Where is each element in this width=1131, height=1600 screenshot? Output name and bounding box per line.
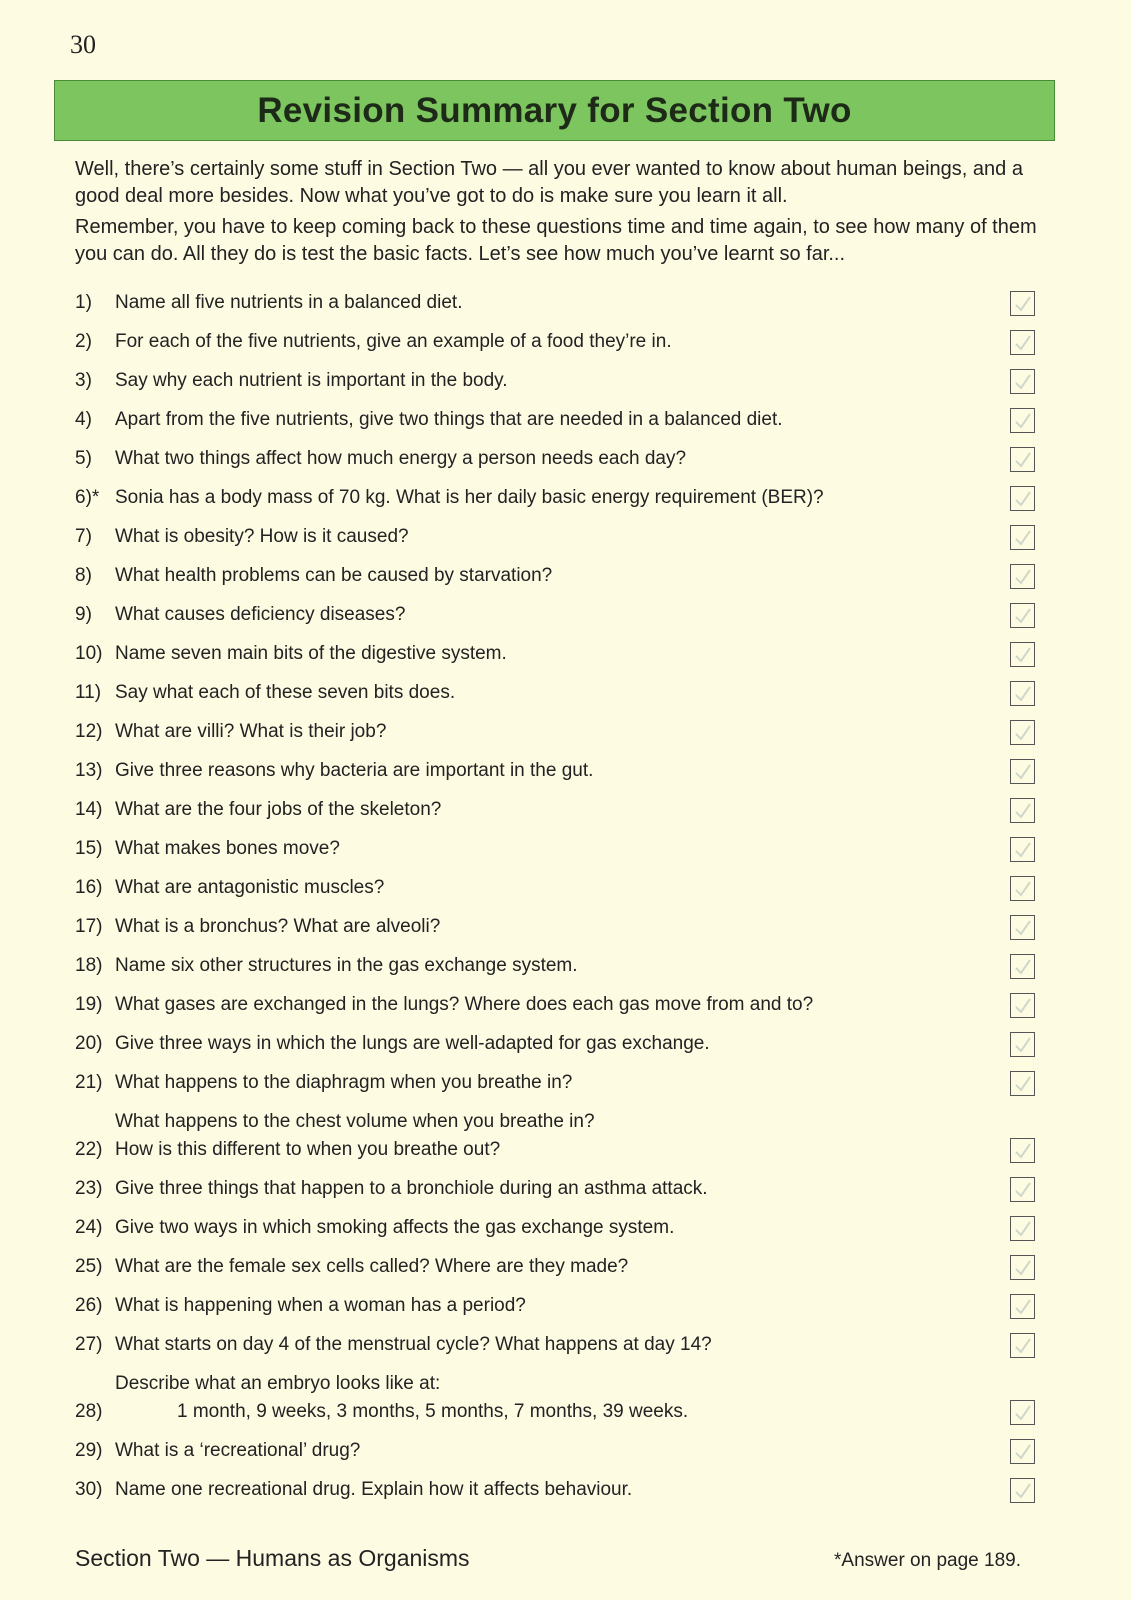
question-line: Describe what an embryo looks like at: (115, 1373, 441, 1394)
question-item (75, 445, 1035, 473)
question-number: 17) (75, 916, 103, 937)
question-number: 18) (75, 955, 103, 976)
question-number: 9) (75, 604, 92, 625)
intro-paragraph: Well, there’s certainly some stuff in Section Two — all you ever wanted to know about human beings, and a good deal more besides. Now what you’ve got to do is make sure you learn it all. (75, 158, 1023, 207)
question-checkbox[interactable] (1010, 1071, 1035, 1096)
check-icon (1013, 1219, 1033, 1239)
question-line: What happens to the chest volume when you breathe in? (115, 1111, 595, 1132)
question-number: 1) (75, 292, 92, 313)
question-line: What are the female sex cells called? Where are they made? (115, 1256, 629, 1277)
question-line: Give three reasons why bacteria are important in the gut. (115, 760, 594, 781)
question-line: What causes deficiency diseases? (115, 604, 406, 625)
question-number: 8) (75, 565, 92, 586)
question-line: For each of the five nutrients, give an example of a food they’re in. (115, 331, 672, 352)
question-line: Name six other structures in the gas exchange system. (115, 955, 578, 976)
question-item (75, 1030, 1035, 1058)
question-line: Name all five nutrients in a balanced diet. (115, 292, 463, 313)
question-item (75, 1370, 1035, 1426)
check-icon (1013, 996, 1033, 1016)
intro-text (75, 156, 1045, 272)
question-text (115, 523, 1035, 551)
question-checkbox[interactable] (1010, 330, 1035, 355)
question-checkbox[interactable] (1010, 642, 1035, 667)
question-checkbox[interactable] (1010, 954, 1035, 979)
question-line: What two things affect how much energy a person needs each day? (115, 448, 687, 469)
question-text (115, 445, 1035, 473)
question-text (115, 601, 1035, 629)
question-checkbox[interactable] (1010, 759, 1035, 784)
question-number: 5) (75, 448, 92, 469)
question-line: Name seven main bits of the digestive system. (115, 643, 507, 664)
question-line: What are villi? What is their job? (115, 721, 387, 742)
check-icon (1013, 918, 1033, 938)
check-icon (1013, 684, 1033, 704)
question-checkbox[interactable] (1010, 1032, 1035, 1057)
question-item (75, 1214, 1035, 1242)
question-text (115, 289, 1035, 317)
question-text (115, 1108, 1035, 1164)
question-text (115, 1370, 1035, 1426)
question-number: 12) (75, 721, 103, 742)
question-line: What makes bones move? (115, 838, 340, 859)
question-line: What happens to the diaphragm when you breathe in? (115, 1072, 573, 1093)
question-line: What is obesity? How is it caused? (115, 526, 409, 547)
check-icon (1013, 1258, 1033, 1278)
question-item (75, 1437, 1035, 1465)
question-line: Give three things that happen to a bronchiole during an asthma attack. (115, 1178, 708, 1199)
question-text (115, 640, 1035, 668)
question-number: 10) (75, 643, 103, 664)
question-number: 15) (75, 838, 103, 859)
question-line: What are antagonistic muscles? (115, 877, 385, 898)
question-item (75, 874, 1035, 902)
section-footer: Section Two — Humans as Organisms (75, 1545, 470, 1571)
question-item (75, 952, 1035, 980)
question-number: 29) (75, 1440, 103, 1461)
question-item (75, 1175, 1035, 1203)
question-checkbox[interactable] (1010, 681, 1035, 706)
question-checkbox[interactable] (1010, 486, 1035, 511)
question-text (115, 952, 1035, 980)
question-number: 19) (75, 994, 103, 1015)
check-icon (1013, 333, 1033, 353)
intro-paragraph: Remember, you have to keep coming back to these questions time and time again, to see how many of them you can do. All they do is test the basic facts. Let’s see how much you’ve learnt so far... (75, 216, 1037, 265)
check-icon (1013, 1074, 1033, 1094)
question-number: 21) (75, 1072, 103, 1093)
question-number: 30) (75, 1479, 103, 1500)
question-checkbox[interactable] (1010, 798, 1035, 823)
question-checkbox[interactable] (1010, 1439, 1035, 1464)
question-line: What gases are exchanged in the lungs? Where does each gas move from and to? (115, 994, 814, 1015)
check-icon (1013, 1403, 1033, 1423)
question-checkbox[interactable] (1010, 720, 1035, 745)
question-text (115, 1476, 1035, 1504)
question-number: 13) (75, 760, 103, 781)
question-text (115, 562, 1035, 590)
question-checkbox[interactable] (1010, 1138, 1035, 1163)
question-item (75, 601, 1035, 629)
check-icon (1013, 957, 1033, 977)
question-item (75, 1108, 1035, 1164)
question-text (115, 1437, 1035, 1465)
question-text (115, 328, 1035, 356)
answer-note: *Answer on page 189. (834, 1550, 1021, 1571)
question-text (115, 796, 1035, 824)
page-number: 30 (70, 30, 96, 59)
question-checkbox[interactable] (1010, 291, 1035, 316)
question-number: 3) (75, 370, 92, 391)
question-checkbox[interactable] (1010, 1255, 1035, 1280)
question-line: Give three ways in which the lungs are well-adapted for gas exchange. (115, 1033, 710, 1054)
question-checkbox[interactable] (1010, 1400, 1035, 1425)
question-checkbox[interactable] (1010, 1294, 1035, 1319)
check-icon (1013, 372, 1033, 392)
question-text (115, 874, 1035, 902)
question-text (115, 679, 1035, 707)
check-icon (1013, 879, 1033, 899)
question-line: What health problems can be caused by starvation? (115, 565, 553, 586)
question-item (75, 718, 1035, 746)
question-item (75, 1069, 1035, 1097)
question-text (115, 835, 1035, 863)
question-line: Say why each nutrient is important in the body. (115, 370, 508, 391)
question-line: What is a bronchus? What are alveoli? (115, 916, 441, 937)
question-item (75, 991, 1035, 1019)
question-checkbox[interactable] (1010, 993, 1035, 1018)
check-icon (1013, 723, 1033, 743)
question-line: Say what each of these seven bits does. (115, 682, 456, 703)
question-checkbox[interactable] (1010, 369, 1035, 394)
question-number: 28) (75, 1401, 103, 1422)
question-number: 26) (75, 1295, 103, 1316)
page-title: Revision Summary for Section Two (257, 90, 852, 130)
question-item (75, 913, 1035, 941)
question-text (115, 913, 1035, 941)
question-number: 4) (75, 409, 92, 430)
check-icon (1013, 411, 1033, 431)
question-text (115, 1292, 1035, 1320)
check-icon (1013, 294, 1033, 314)
question-checkbox[interactable] (1010, 1333, 1035, 1358)
question-checkbox[interactable] (1010, 876, 1035, 901)
question-text (115, 718, 1035, 746)
check-icon (1013, 762, 1033, 782)
question-item (75, 835, 1035, 863)
check-icon (1013, 567, 1033, 587)
question-text (115, 991, 1035, 1019)
question-line: What are the four jobs of the skeleton? (115, 799, 442, 820)
question-line: What starts on day 4 of the menstrual cycle? What happens at day 14? (115, 1334, 712, 1355)
question-line: What is happening when a woman has a period? (115, 1295, 526, 1316)
question-checkbox[interactable] (1010, 408, 1035, 433)
question-checkbox[interactable] (1010, 603, 1035, 628)
question-number: 27) (75, 1334, 103, 1355)
question-item (75, 289, 1035, 317)
check-icon (1013, 1442, 1033, 1462)
question-list (75, 289, 1035, 1515)
question-item (75, 562, 1035, 590)
check-icon (1013, 840, 1033, 860)
question-number: 24) (75, 1217, 103, 1238)
question-line: 1 month, 9 weeks, 3 months, 5 months, 7 months, 39 weeks. (177, 1401, 689, 1422)
question-checkbox[interactable] (1010, 1177, 1035, 1202)
check-icon (1013, 801, 1033, 821)
question-item (75, 757, 1035, 785)
question-number: 23) (75, 1178, 103, 1199)
question-line: How is this different to when you breathe out? (115, 1139, 501, 1160)
question-text (115, 484, 1035, 512)
check-icon (1013, 1481, 1033, 1501)
check-icon (1013, 450, 1033, 470)
question-checkbox[interactable] (1010, 915, 1035, 940)
question-item (75, 406, 1035, 434)
question-number: 25) (75, 1256, 103, 1277)
question-text (115, 406, 1035, 434)
question-line: What is a ‘recreational’ drug? (115, 1440, 361, 1461)
question-item (75, 1292, 1035, 1320)
question-text (115, 757, 1035, 785)
check-icon (1013, 1035, 1033, 1055)
question-checkbox[interactable] (1010, 1216, 1035, 1241)
question-item (75, 640, 1035, 668)
question-text (115, 1253, 1035, 1281)
question-item (75, 484, 1035, 512)
check-icon (1013, 645, 1033, 665)
question-text (115, 1175, 1035, 1203)
question-checkbox[interactable] (1010, 447, 1035, 472)
question-checkbox[interactable] (1010, 525, 1035, 550)
question-item (75, 679, 1035, 707)
title-banner (54, 80, 1055, 141)
check-icon (1013, 1141, 1033, 1161)
question-number: 20) (75, 1033, 103, 1054)
question-item (75, 328, 1035, 356)
check-icon (1013, 1297, 1033, 1317)
check-icon (1013, 606, 1033, 626)
question-number: 2) (75, 331, 92, 352)
question-line: Name one recreational drug. Explain how it affects behaviour. (115, 1479, 633, 1500)
check-icon (1013, 1336, 1033, 1356)
question-text (115, 367, 1035, 395)
question-number: 14) (75, 799, 103, 820)
question-number: 6)* (75, 487, 100, 508)
question-text (115, 1214, 1035, 1242)
question-item (75, 1476, 1035, 1504)
check-icon (1013, 528, 1033, 548)
question-checkbox[interactable] (1010, 1478, 1035, 1503)
question-item (75, 367, 1035, 395)
question-text (115, 1030, 1035, 1058)
question-checkbox[interactable] (1010, 564, 1035, 589)
question-item (75, 523, 1035, 551)
question-item (75, 1331, 1035, 1359)
check-icon (1013, 489, 1033, 509)
check-icon (1013, 1180, 1033, 1200)
question-item (75, 1253, 1035, 1281)
question-number: 22) (75, 1139, 103, 1160)
question-item (75, 796, 1035, 824)
question-text (115, 1331, 1035, 1359)
question-line: Sonia has a body mass of 70 kg. What is her daily basic energy requirement (BER)? (115, 487, 824, 508)
question-line: Apart from the five nutrients, give two things that are needed in a balanced diet. (115, 409, 783, 430)
question-number: 11) (75, 682, 102, 703)
question-number: 16) (75, 877, 103, 898)
question-text (115, 1069, 1035, 1097)
question-line: Give two ways in which smoking affects the gas exchange system. (115, 1217, 675, 1238)
question-number: 7) (75, 526, 92, 547)
question-checkbox[interactable] (1010, 837, 1035, 862)
